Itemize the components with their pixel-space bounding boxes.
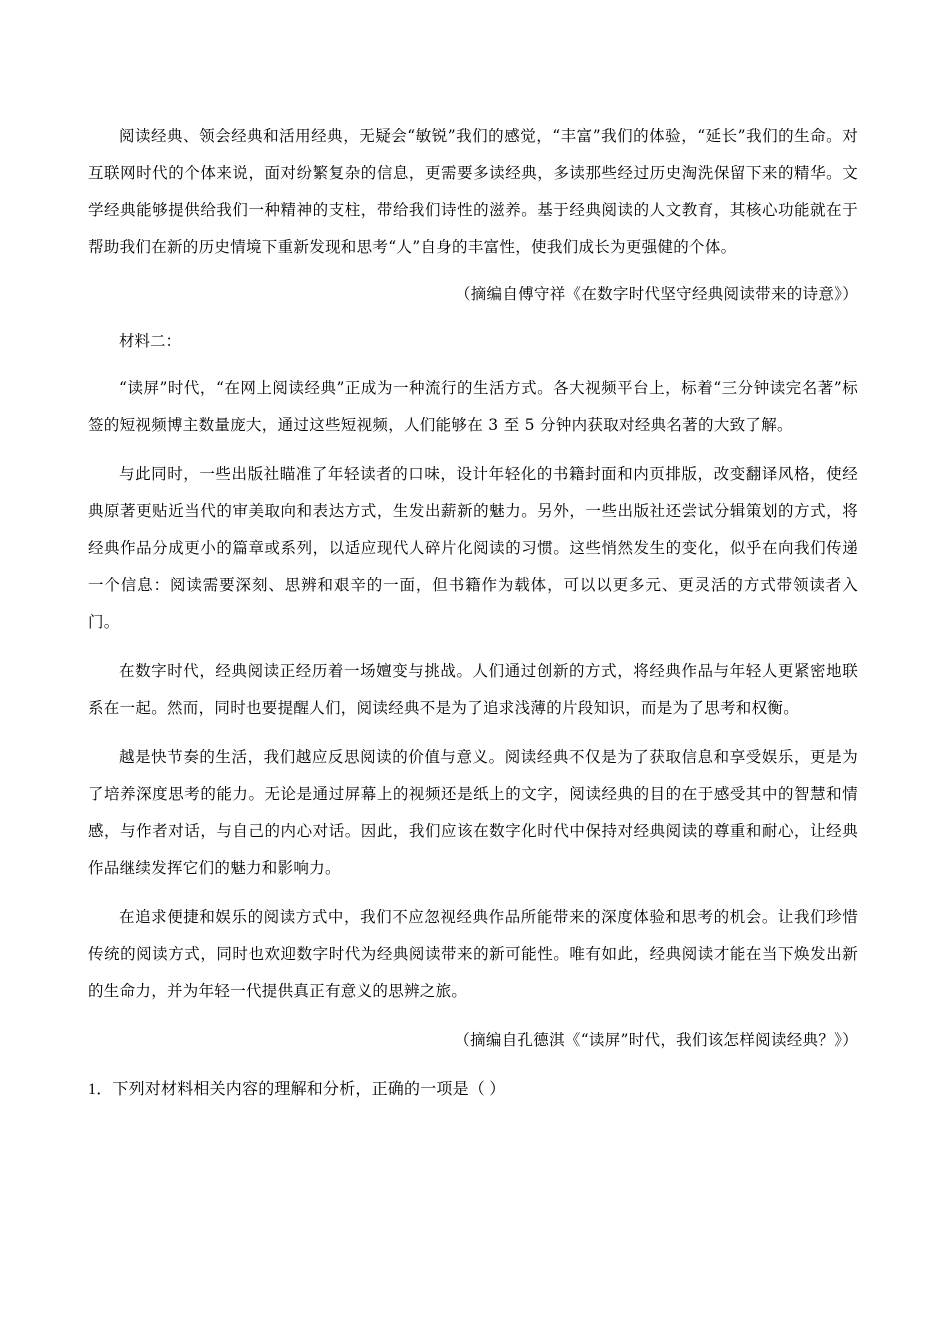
question-1: 1．下列对材料相关内容的理解和分析，正确的一项是（ ） <box>88 1081 506 1098</box>
material-two-label: 材料二： <box>119 332 182 350</box>
material-two-paragraph-2: 与此同时，一些出版社瞄准了年轻读者的口味，设计年轻化的书籍封面和内页排版，改变翻译风格，使经典原著更贴近当代的审美取向和表达方式，生发出薪新的魅力。另外，一些出版社还尝试分辑策划的方式，将经典作品分成更小的篇章或系列，以适应现代人碎片化阅读的习惯。这些悄然发生的变化，似乎在向我们传递一个信息：阅读需要深刻、思辨和艰辛的一面，但书籍作为载体，可以以更多元、更灵活的方式带领读者入门。 <box>88 465 858 631</box>
material-one-paragraph: 阅读经典、领会经典和活用经典，无疑会“敏锐”我们的感觉，“丰富”我们的体验，“延长”我们的生命。对互联网时代的个体来说，面对纷繁复杂的信息，更需要多读经典，多读那些经过历史淘洗保留下来的精华。文学经典能够提供给我们一种精神的支柱，带给我们诗性的滋养。基于经典阅读的人文教育，其核心功能就在于帮助我们在新的历史情境下重新发现和思考“人”自身的丰富性，使我们成长为更强健的个体。 <box>88 127 858 256</box>
material-one-source: （摘编自傅守祥《在数字时代坚守经典阅读带来的诗意》） <box>454 285 858 303</box>
material-two-paragraph-3: 在数字时代，经典阅读正经历着一场嬗变与挑战。人们通过创新的方式，将经典作品与年轻人更紧密地联系在一起。然而，同时也要提醒人们，阅读经典不是为了追求浅薄的片段知识，而是为了思考和权衡。 <box>88 662 858 717</box>
material-two-source: （摘编自孔德淇《“读屏”时代，我们该怎样阅读经典？》） <box>454 1031 858 1049</box>
material-two-paragraph-5: 在追求便捷和娱乐的阅读方式中，我们不应忽视经典作品所能带来的深度体验和思考的机会。让我们珍惜传统的阅读方式，同时也欢迎数字时代为经典阅读带来的新可能性。唯有如此，经典阅读才能在当下焕发出新的生命力，并为年轻一代提供真正有意义的思辨之旅。 <box>88 908 858 1000</box>
material-two-paragraph-4: 越是快节奏的生活，我们越应反思阅读的价值与意义。阅读经典不仅是为了获取信息和享受娱乐，更是为了培养深度思考的能力。无论是通过屏幕上的视频还是纸上的文字，阅读经典的目的在于感受其中的智慧和情感，与作者对话，与自己的内心对话。因此，我们应该在数字化时代中保持对经典阅读的尊重和耐心，让经典作品继续发挥它们的魅力和影响力。 <box>88 748 858 877</box>
material-two-paragraph-1: “读屏”时代，“在网上阅读经典”正成为一种流行的生活方式。各大视频平台上，标着“三分钟读完名著”标签的短视频博主数量庞大，通过这些短视频，人们能够在 3 至 5 分钟内获取对经典名著的大致了解。 <box>88 379 858 434</box>
document-page <box>88 118 858 1108</box>
